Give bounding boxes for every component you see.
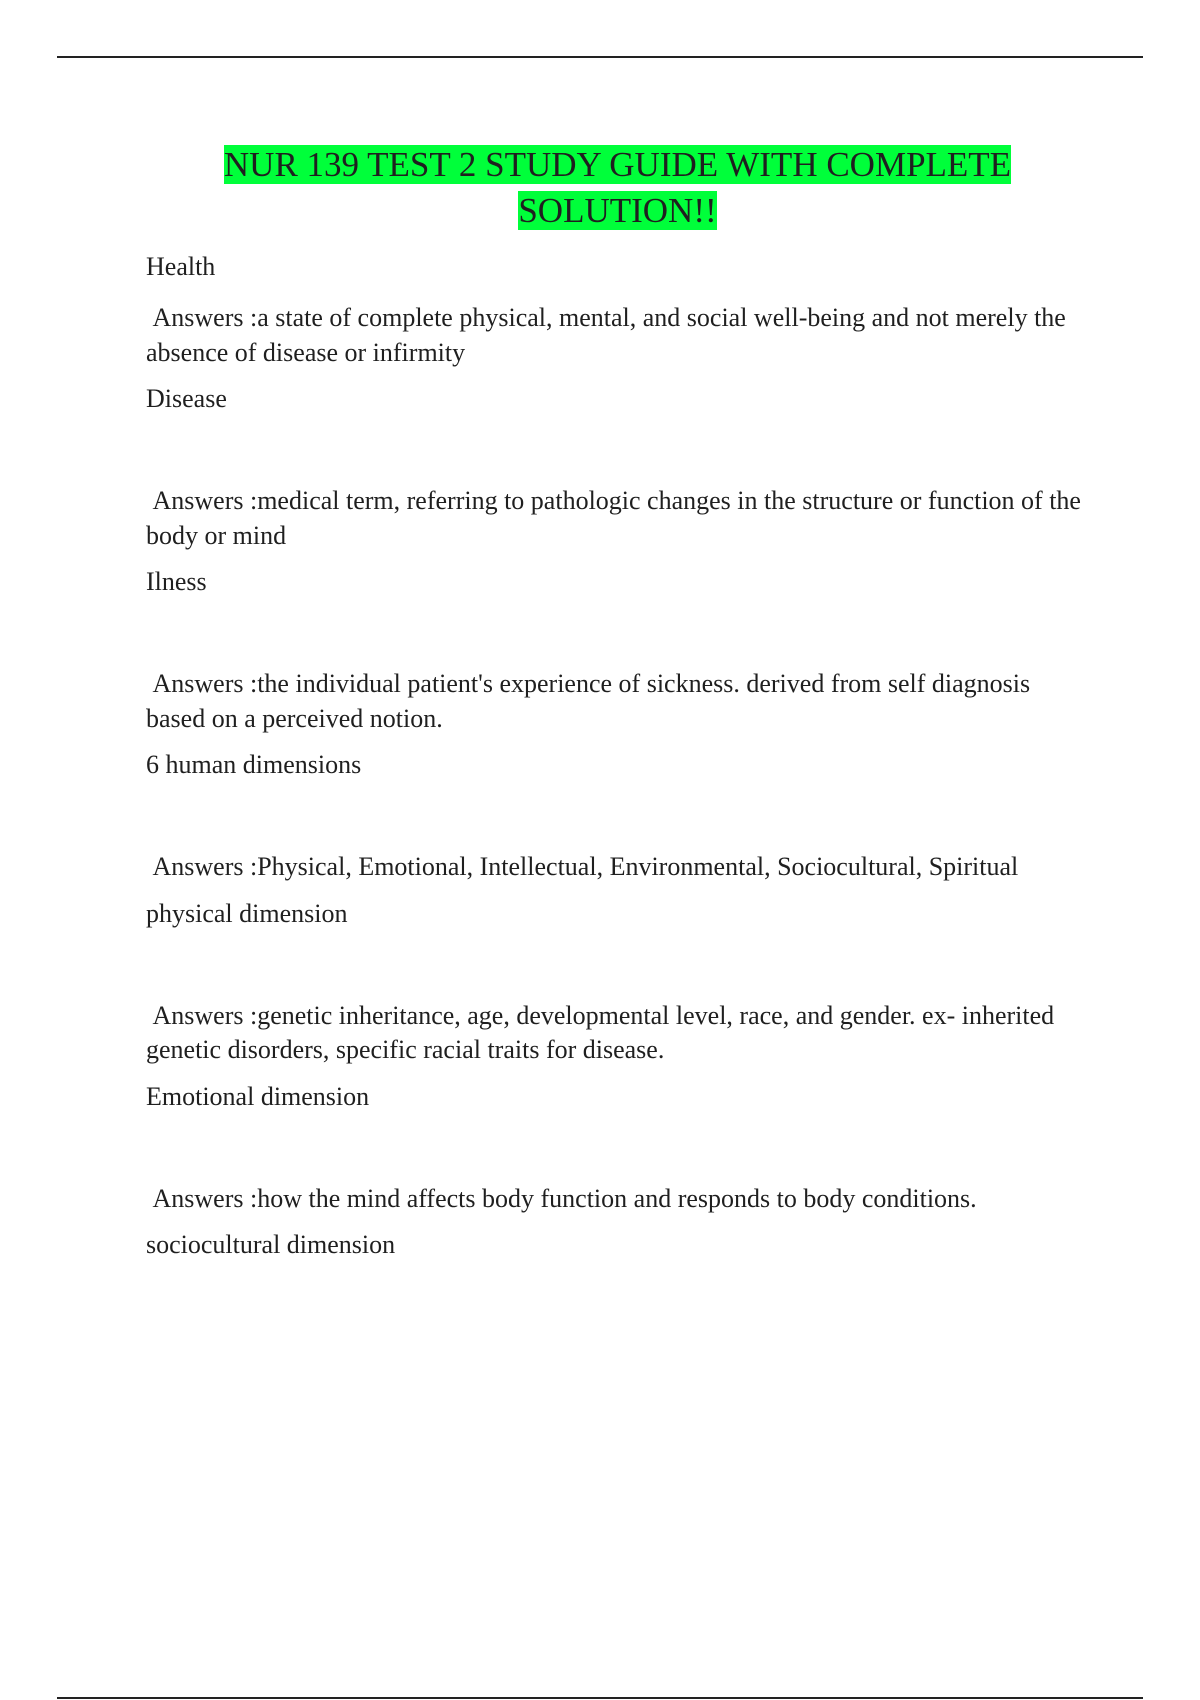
term-health: Health	[146, 252, 216, 281]
document-title-line-1: NUR 139 TEST 2 STUDY GUIDE WITH COMPLETE	[223, 145, 1012, 184]
answer-physical-dimension: Answers :genetic inheritance, age, developmental level, race, and gender. ex- inherited genetic disorders, specific racial traits for disease.	[146, 1000, 1061, 1064]
answer-emotional-dimension: Answers :how the mind affects body function and responds to body conditions.	[146, 1183, 977, 1213]
answer-illness: Answers :the individual patient's experience of sickness. derived from self diagnosis based on a perceived notion.	[146, 669, 1037, 733]
term-disease: Disease	[146, 384, 227, 413]
bottom-divider	[57, 1697, 1143, 1699]
term-physical-dimension: physical dimension	[146, 898, 348, 928]
answer-health: Answers :a state of complete physical, mental, and social well-being and not merely the absence of disease or infirmity	[146, 303, 1073, 367]
study-guide-content	[146, 250, 1091, 1262]
term-illness: Ilness	[146, 567, 207, 596]
top-divider	[57, 56, 1143, 58]
term-human-dimensions: 6 human dimensions	[146, 750, 362, 779]
term-emotional-dimension: Emotional dimension	[146, 1081, 370, 1111]
term-sociocultural-dimension: sociocultural dimension	[146, 1230, 396, 1259]
document-title	[0, 142, 1200, 234]
document-title-line-2: SOLUTION!!	[518, 191, 717, 230]
answer-disease: Answers :medical term, referring to pathologic changes in the structure or function of the body or mind	[146, 486, 1088, 550]
answer-human-dimensions: Answers :Physical, Emotional, Intellectual, Environmental, Sociocultural, Spiritual	[146, 852, 1019, 881]
